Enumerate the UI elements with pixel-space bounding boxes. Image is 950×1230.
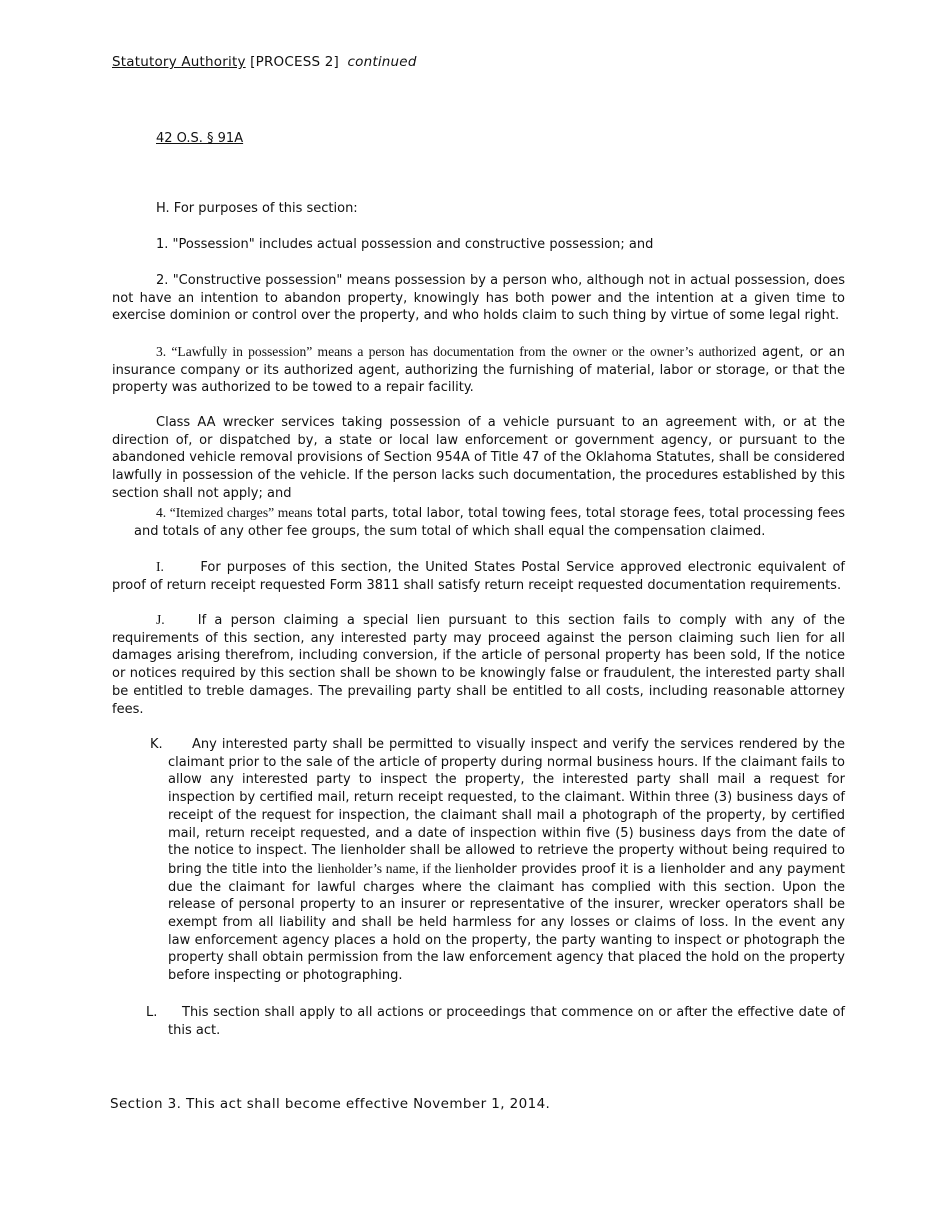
section-k (150, 736, 846, 985)
item-4-rest: total parts, total labor, total towing fees, total storage fees, total processing fees and totals of any other fee groups, the sum total of which shall equal the compensation claimed. (134, 506, 845, 539)
effective-date-section: Section 3. This act shall become effective November 1, 2014. (110, 1096, 551, 1112)
item-3-lead: 3. “Lawfully in possession” means a person has documentation from the owner or the owner’s authorized (156, 344, 757, 359)
section-j-marker: J. (156, 612, 165, 627)
section-j (112, 611, 845, 718)
section-l-marker: L. (146, 1005, 158, 1020)
section-h: H. For purposes of this section: (156, 201, 358, 216)
item-1-possession: 1. "Possession" includes actual possession and constructive possession; and (156, 237, 654, 252)
section-l-text: This section shall apply to all actions or proceedings that commence on or after the effective date of this act. (168, 1005, 845, 1038)
header-process: [PROCESS 2] (250, 54, 340, 70)
section-k-marker: K. (150, 737, 163, 752)
item-4-lead: 4. “Itemized charges” means (156, 505, 313, 520)
class-aa-paragraph: Class AA wrecker services taking possession of a vehicle pursuant to an agreement with, or at the direction of, or dispatched by, a state or local law enforcement or government agency, or pursuant to the abandoned vehicle removal provisions of Section 954A of Title 47 of the Oklahoma Statutes, shall be considered lawfully in possession of the vehicle. If the person lacks such documentation, the procedures established by this section shall not apply; and (112, 415, 845, 501)
section-k-serif-run: lienholder’s name, if the lien (317, 860, 476, 876)
section-j-text: If a person claiming a special lien pursuant to this section fails to comply with any of the requirements of this section, any interested party may proceed against the person claiming such lien for all damages arising therefrom, including conversion, if the article of personal property has been sold, If the notice or notices required by this section shall be shown to be knowingly false or fraudulent, the interested party shall be entitled to treble damages. The prevailing party shall be entitled to all costs, including reasonable attorney fees. (112, 613, 846, 717)
item-3-lawfully-in-possession (112, 343, 845, 397)
section-i-marker: I. (156, 559, 164, 574)
section-i-text: For purposes of this section, the United States Postal Service approved electronic equivalent of proof of return receipt requested Form 3811 shall satisfy return receipt requested documentation requirements. (112, 560, 845, 593)
section-l (146, 1004, 845, 1039)
header-title: Statutory Authority (112, 54, 246, 70)
statute-citation: 42 O.S. § 91A (156, 131, 244, 146)
section-i (112, 558, 845, 594)
section-k-text-a: Any interested party shall be permitted to visually inspect and verify the services rendered by the claimant prior to the sale of the article of property during normal business hours. If the claimant fails to allow any interested party to inspect the property, the interested party shall mail a request for inspection by certified mail, return receipt requested, to the claimant. Within three (3) business days of receipt of the request for inspection, the claimant shall mail a photograph of the property, by certified mail, return receipt requested, and a date of inspection within five (5) business days from the date of the notice to inspect. The lienholder shall be allowed to retrieve the property without being required to bring the title into the (168, 737, 845, 877)
page-header (112, 54, 417, 72)
item-3-rest: agent, or an insurance company or its authorized agent, authorizing the furnishing of material, labor or storage, or that the property was authorized to be towed to a repair facility. (112, 345, 845, 396)
item-4-itemized-charges (134, 504, 845, 540)
item-2-constructive-possession: 2. "Constructive possession" means possession by a person who, although not in actual possession, does not have an intention to abandon property, knowingly has both power and the intention at a given time to exercise dominion or control over the property, and who holds claim to such thing by virtue of some legal right. (112, 273, 845, 324)
header-continued: continued (347, 54, 417, 70)
section-k-text-b: holder provides proof it is a lienholder and any payment due the claimant for lawful charges where the claimant has complied with this section. Upon the release of personal property to an insurer or representative of the insurer, wrecker operators shall be exempt from all liability and shall be held harmless for any losses or claims of loss. In the event any law enforcement agency places a hold on the property, the party wanting to inspect or photograph the property shall obtain permission from the law enforcement agency that placed the hold on the property before inspecting or photographing. (168, 861, 846, 984)
